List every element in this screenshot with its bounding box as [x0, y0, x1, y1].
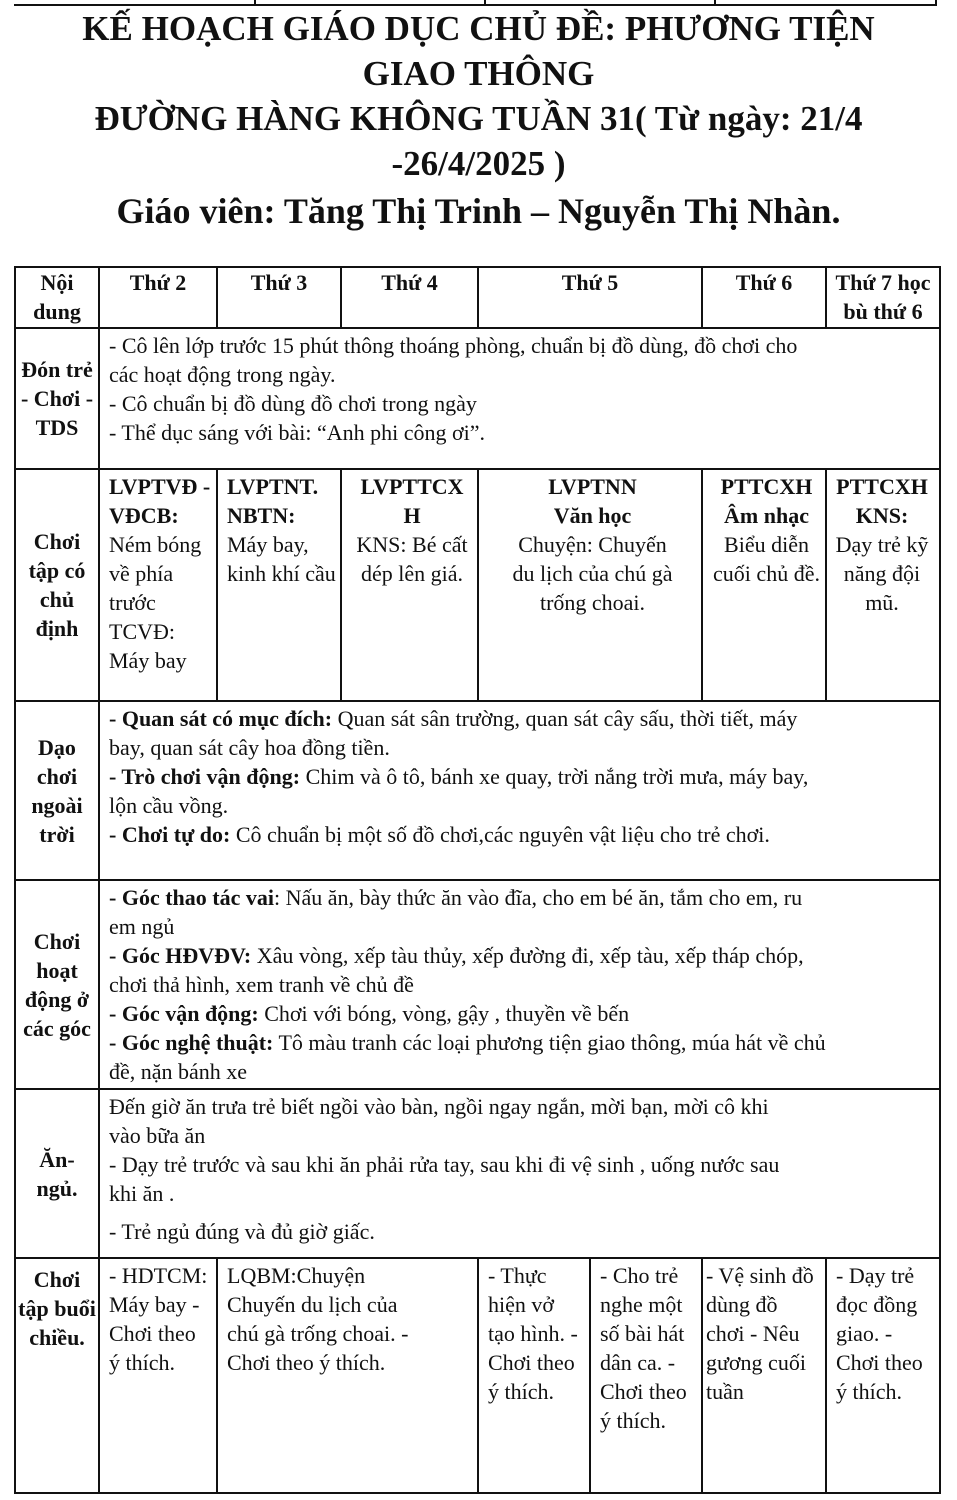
directed-play-row [15, 469, 940, 701]
header-thu: Thứ 5 [478, 267, 702, 328]
meal-row [15, 1089, 940, 1258]
directed-fri-sub: Âm nhạc [724, 503, 809, 528]
header-row [15, 267, 940, 328]
directed-tue-body: Máy bay, kinh khí cầu [227, 532, 336, 586]
welcome-label: Đón trẻ - Chơi - TDS [15, 328, 99, 469]
directed-mon-body: Ném bóng về phía trước TCVĐ: Máy bay [109, 532, 202, 673]
title-line-2: GIAO THÔNG [362, 54, 595, 93]
outdoor-content [99, 701, 940, 880]
meal-para-3: - Trẻ ngủ đúng và đủ giờ giấc. [109, 1219, 375, 1244]
corners-label: Chơi hoạt động ở các góc [15, 880, 99, 1089]
directed-thu-body: Chuyện: Chuyến du lịch của chú gà trống choai. [512, 532, 673, 615]
afternoon-tue-wed: LQBM:Chuyện Chuyến du lịch của chú gà trống choai. - Chơi theo ý thích. [217, 1258, 478, 1493]
outdoor-para-2: - Trò chơi vận động: Chim và ô tô, bánh xe quay, trời nắng trời mưa, máy bay, lộn cầu vồng. [109, 764, 809, 818]
corners-para-4: - Góc nghệ thuật: Tô màu tranh các loại phương tiện giao thông, múa hát về chủ đề, nặn bánh xe [109, 1030, 826, 1084]
corners-para-1: - Góc thao tác vai: Nấu ăn, bày thức ăn vào đĩa, cho em bé ăn, tắm cho em, ru em ngủ [109, 885, 803, 939]
afternoon-row [15, 1258, 940, 1493]
header-mon: Thứ 2 [99, 267, 217, 328]
directed-thu-sub: Văn học [553, 503, 632, 528]
directed-label: Chơi tập có chủ định [15, 469, 99, 701]
header-sat: Thứ 7 học bù thứ 6 [826, 267, 940, 328]
corners-row [15, 880, 940, 1089]
directed-wed-head: LVPTTCX H [360, 474, 464, 528]
header-content: Nội dung [15, 267, 99, 328]
directed-tue-head: LVPTNT. NBTN: [227, 474, 319, 528]
welcome-line-1: - Cô lên lớp trước 15 phút thông thoáng phòng, chuẩn bị đồ dùng, đồ chơi cho các hoạt động trong ngày. [109, 333, 798, 387]
outdoor-label: Dạo chơi ngoài trời [15, 701, 99, 880]
directed-thu-head: LVPTNN [548, 474, 637, 499]
weekly-plan-table [14, 266, 941, 1494]
corners-content [99, 880, 940, 1089]
corners-para-2: - Góc HĐVĐV: Xâu vòng, xếp tàu thủy, xếp đường đi, xếp tàu, xếp tháp chóp, chơi thả hình, xem tranh về chủ đề [109, 943, 804, 997]
welcome-content [99, 328, 940, 469]
afternoon-thu-b: - Cho trẻ nghe một số bài hát dân ca. - Chơi theo ý thích. [590, 1258, 702, 1493]
directed-fri-body: Biểu diễn cuối chủ đề. [713, 532, 820, 586]
directed-wed-body: KNS: Bé cất dép lên giá. [356, 532, 468, 586]
afternoon-thu-a: - Thực hiện vở tạo hình. - Chơi theo ý thích. [478, 1258, 590, 1493]
teachers-line: Giáo viên: Tăng Thị Trinh – Nguyễn Thị Nhàn. [116, 191, 841, 231]
title-line-3: ĐƯỜNG HÀNG KHÔNG TUẦN 31( Từ ngày: 21/4 [94, 99, 863, 138]
afternoon-fri: - Vệ sinh đồ dùng đồ chơi - Nêu gương cuối tuần [702, 1258, 826, 1493]
welcome-row [15, 328, 940, 469]
directed-sat-head: PTTCXH KNS: [836, 474, 928, 528]
directed-sat [826, 469, 940, 701]
meal-content [99, 1089, 940, 1258]
header-fri: Thứ 6 [702, 267, 826, 328]
outdoor-para-3: - Chơi tự do: Cô chuẩn bị một số đồ chơi,các nguyên vật liệu cho trẻ chơi. [109, 822, 770, 847]
title-line-1: KẾ HOẠCH GIÁO DỤC CHỦ ĐỀ: PHƯƠNG TIỆN [82, 9, 875, 48]
afternoon-mon: - HDTCM: Máy bay - Chơi theo ý thích. [99, 1258, 217, 1493]
afternoon-label: Chơi tập buổi chiều. [15, 1258, 99, 1493]
afternoon-sat: - Dạy trẻ đọc đồng giao. - Chơi theo ý thích. [826, 1258, 940, 1493]
directed-fri-head: PTTCXH [720, 474, 813, 499]
welcome-line-2: - Cô chuẩn bị đồ dùng đồ chơi trong ngày [109, 391, 477, 416]
directed-thu [478, 469, 702, 701]
meal-para-2: - Dạy trẻ trước và sau khi ăn phải rửa tay, sau khi đi vệ sinh , uống nước sau khi ăn . [109, 1152, 780, 1206]
title-line-4: -26/4/2025 ) [391, 144, 566, 183]
header-wed: Thứ 4 [341, 267, 478, 328]
outdoor-para-1: - Quan sát có mục đích: Quan sát sân trường, quan sát cây sấu, thời tiết, máy bay, quan sát cây hoa đồng tiền. [109, 706, 798, 760]
directed-mon-head: LVPTVĐ -VĐCB: [109, 474, 211, 528]
meal-para-1: Đến giờ ăn trưa trẻ biết ngồi vào bàn, ngồi ngay ngắn, mời bạn, mời cô khi vào bữa ăn [109, 1094, 769, 1148]
directed-mon [99, 469, 217, 701]
directed-wed [341, 469, 478, 701]
header-tue: Thứ 3 [217, 267, 341, 328]
corners-para-3: - Góc vận động: Chơi với bóng, vòng, gậy , thuyền về bến [109, 1001, 630, 1026]
directed-fri [702, 469, 826, 701]
welcome-line-3: - Thể dục sáng với bài: “Anh phi công ơi”. [109, 420, 485, 445]
directed-sat-body: Dạy trẻ kỹ năng đội mũ. [835, 532, 929, 615]
directed-tue [217, 469, 341, 701]
document-header [0, 4, 957, 235]
meal-label: Ăn- ngủ. [15, 1089, 99, 1258]
outdoor-row [15, 701, 940, 880]
